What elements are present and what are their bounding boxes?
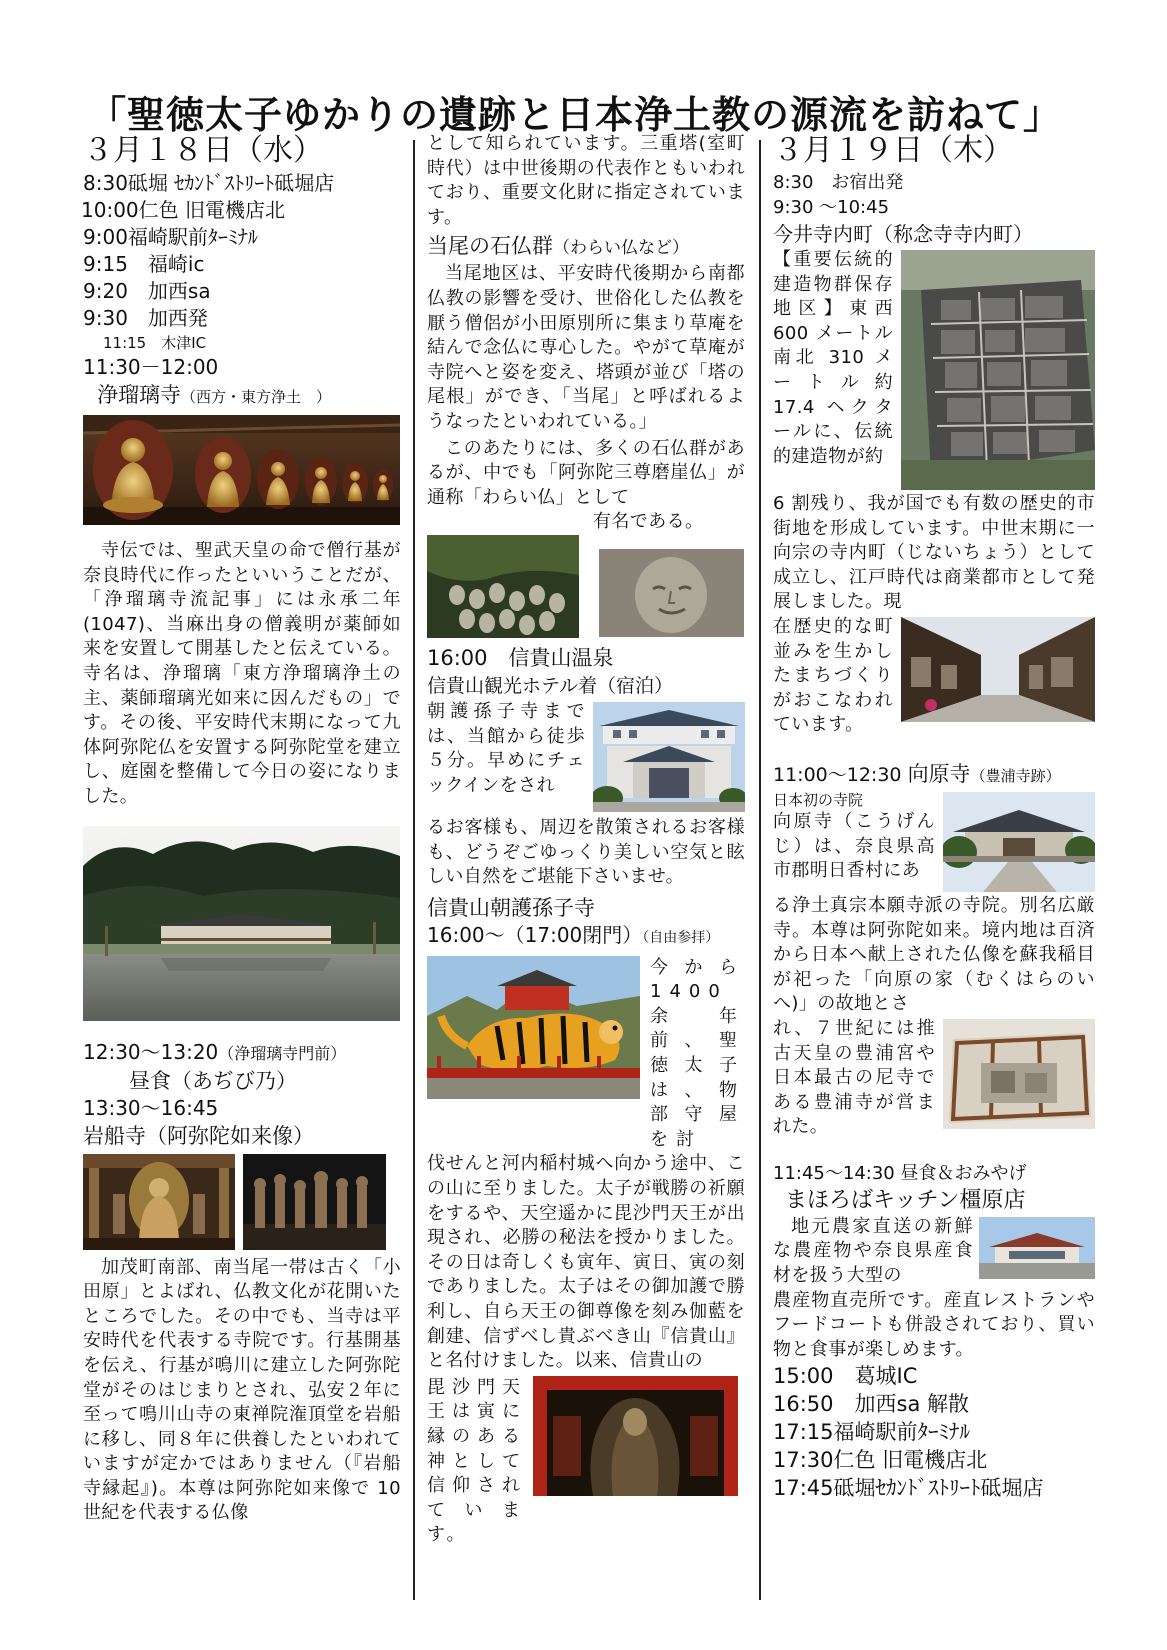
return-item: 17:45砥堀ｾｶﾝﾄﾞｽﾄﾘｰﾄ砥堀店	[773, 1476, 1044, 1501]
tiger-block	[427, 956, 745, 1153]
column-divider-1	[413, 140, 415, 1600]
bishamon-block	[427, 1376, 745, 1548]
iwafune-continued: として知られています。三重塔(室町時代）は中世後期の代表作ともいわれており、重要文化財に指定されています。	[427, 133, 745, 228]
onsen-heading: 16:00 信貴山温泉	[427, 645, 614, 670]
schedule-item: 8:30砥堀 ｾｶﾝﾄﾞｽﾄﾘｰﾄ砥堀店	[83, 171, 335, 195]
joruriji-pond-photo	[83, 826, 400, 1021]
chogosonshiji-time: 16:00～（17:00閉門）	[427, 922, 643, 947]
day2-heading: ３月１９日（木）	[773, 133, 1013, 168]
lunch2-heading: 11:45～14:30 昼食＆おみやげ	[773, 1162, 1027, 1184]
hotel-heading: 信貴山観光ホテル着（宿泊）	[427, 674, 674, 697]
hotel-description-b: るお客様も、周辺を散策されるお客様も、どうぞごゆっくり美しい空気と眩しい自然をご堪能下さいませ。	[427, 816, 745, 888]
lunch-time: 12:30～13:20	[83, 1039, 219, 1064]
chogosonshiji-description-a: 今から1400余年前、聖徳太子は、物部守屋を討	[650, 956, 745, 1150]
imai-street-photo	[901, 617, 1095, 722]
imai-description-c: 在歴史的な町並みを生かしたまちづくりがおこなわれています。	[773, 615, 893, 736]
column-day1-cont	[427, 132, 745, 1548]
tono-name: 当尾の石仏群	[427, 234, 553, 259]
schedule-item: 9:30 加西発	[83, 306, 208, 330]
tono-photos	[427, 535, 745, 638]
schedule-item: 9:15 福崎ic	[83, 252, 205, 276]
tono-description-3: 有名である。	[593, 511, 704, 533]
schedule-item: 10:00仁色 旧電機店北	[81, 198, 285, 222]
iwafune-photos	[83, 1154, 401, 1250]
iwafune-amida-photo	[83, 1154, 235, 1250]
schedule-item: 9:00福崎駅前ﾀｰﾐﾅﾙ	[83, 225, 258, 249]
lunch-place: （浄瑠璃寺門前）	[218, 1043, 347, 1063]
mukougenji-name: 向原寺	[907, 761, 971, 786]
return-item: 15:00 葛城IC	[773, 1364, 918, 1389]
joruri-note: （西方・東方浄土 ）	[181, 388, 332, 406]
mukougenji-note: （豊浦寺跡）	[970, 766, 1061, 785]
schedule-item: 9:30 ～10:45	[773, 197, 890, 218]
buddha-statues-photo	[83, 415, 400, 525]
schedule-item: 9:20 加西sa	[83, 279, 211, 303]
day1-heading: ３月１８日（水）	[83, 133, 323, 168]
imai-description-b: 6 割残り、我が国でも有数の歴史的市街地を形成しています。中世末期に一向宗の寺内町（じないちょう）として成立し、江戸時代は商業都市として発展しました。現	[773, 493, 1095, 613]
kitchen-description-b: 農産物直売所です。産直レストランやフードコートも併設されており、買い物と食事が楽しめます。	[773, 1289, 1095, 1360]
joruri-description: 寺伝では、聖武天皇の命で僧行基が奈良時代に作ったといいうことだが、「浄瑠璃寺流記事」には永承二年(1047)、当麻出身の僧義明が薬師如来を安置して開基したと伝えている。寺名は、浄瑠璃「東方浄瑠璃浄土の主、薬師瑠璃光如来に因んだもの」です。その後、平安時代末期になって九体阿弥陀仏を安置する阿弥陀堂を建立し、庭園を整備して今日の姿になりました。	[83, 540, 401, 807]
imai-heading: 今井寺内町（称念寺寺内町）	[773, 222, 1033, 246]
imai-description-a: 【重要伝統的建造物群保存地区】東西 600 メートル南北 310 メートル約 17.4 ヘクタールに、伝統的建造物が約	[773, 249, 893, 467]
schedule-item: 8:30 お宿出発	[773, 172, 904, 193]
lunch-name: 昼食（あぢび乃）	[129, 1068, 297, 1093]
schedule-item: 11:15 木津IC	[103, 334, 207, 352]
mukougenji-heading	[773, 760, 1095, 790]
mukougenji-time: 11:00～12:30	[773, 763, 902, 786]
warai-butsu-photo	[599, 549, 744, 637]
page-title: 「聖徳太子ゆかりの遺跡と日本浄土教の源流を訪ねて」	[88, 93, 1063, 137]
hotel-photo	[593, 702, 745, 812]
bishamonten-photo	[533, 1376, 738, 1496]
kitchen-name: まほろばキッチン橿原店	[785, 1187, 1026, 1213]
hotel-description-a: 朝護孫子寺までは、当館から徒歩５分。早めにチェックインをされ	[427, 700, 585, 796]
column-day1	[83, 132, 401, 1526]
iwafune-statues-photo	[243, 1154, 386, 1250]
joruri-heading	[83, 381, 401, 411]
iwafune-heading: 岩船寺（阿弥陀如来像）	[83, 1123, 314, 1148]
kitchen-photo	[979, 1217, 1095, 1279]
iwafune-description: 加茂町南部、南当尾一帯は古く「小田原」とよばれ、仏教文化が花開いたところでした。その中でも、当寺は平安時代を代表する寺院です。行基開基を伝え、行基が鳴川に建立した阿弥陀堂がそのはじまりとされ、弘安２年に至って鳴川山寺の東禅院潅頂堂を岩船に移し、同８年に供養したといわれていますが定かではありません（『岩船寺縁起』)。本尊は阿弥陀如来像で 10 世紀を代表する仏像	[83, 1256, 401, 1524]
column-divider-2	[759, 140, 761, 1600]
return-item: 17:30仁色 旧電機店北	[773, 1448, 988, 1473]
joruri-name: 浄瑠璃寺	[97, 383, 181, 407]
tono-description-1: 当尾地区は、平安時代後期から南都仏教の影響を受け、世俗化した仏教を厭う僧侶が小田原別所に集まり草庵を結んで念仏に専心した。やがて草庵が寺院へと姿を変え、塔頭が並び「塔の尾根」ができ、「当尾」と呼ばれるようなったといわれている。」	[427, 263, 745, 432]
mukougenji-photo	[943, 792, 1095, 892]
kitchen-description-a: 地元農家直送の新鮮な農産物や奈良県産食材を扱う大型の	[773, 1215, 973, 1287]
tiger-photo	[427, 956, 640, 1099]
return-item: 16:50 加西sa 解散	[773, 1392, 970, 1417]
mukougenji-description-a: 向原寺（こうげんじ）は、奈良県高市郡明日香村にあ	[773, 810, 935, 882]
tono-description-2: このあたりには、多くの石仏群があるが、中でも「阿弥陀三尊磨崖仏」が通称「わらい仏」として	[427, 437, 745, 508]
mukougenji-subtitle: 日本初の寺院	[773, 790, 864, 809]
tono-note: （わらい仏など）	[553, 238, 689, 259]
mukougenji-description-b: る浄土真宗本願寺派の寺院。別名広厳寺。本尊は阿弥陀如来。境内地は百済から日本へ献上された仏像を蘇我稲目が祀った「向原の家（むくはらのいへ)」の故地とさ	[773, 894, 1095, 1015]
iwafune-time: 13:30～16:45	[83, 1095, 219, 1120]
column-day2	[773, 132, 1095, 1502]
toyura-ruins-photo	[943, 1019, 1095, 1129]
tono-heading	[427, 232, 745, 262]
stone-buddhas-photo	[427, 535, 579, 638]
imai-aerial-photo	[901, 250, 1095, 490]
chogosonshiji-description-b: 伐せんと河内稲村城へ向かう途中、この山に至りました。太子が戦勝の祈願をするや、天空遥かに毘沙門天王が出現され、必勝の秘法を授かりました。その日は奇しくも寅年、寅日、寅の刻でありました。太子はその御加護で勝利し、自ら天王の御尊像を刻み伽藍を創建、信ずべし貴ぶべき山『信貴山』と名付けました。以来、信貴山の	[427, 1153, 745, 1372]
joruri-time: 11:30－12:00	[83, 355, 219, 379]
chogosonshiji-description-c: 毘沙門天王は寅に縁のある神として信仰されています。	[427, 1376, 523, 1546]
chogosonshiji-heading: 信貴山朝護孫子寺	[427, 895, 595, 920]
return-item: 17:15福崎駅前ﾀｰﾐﾅﾙ	[773, 1420, 971, 1445]
chogosonshiji-time-line	[427, 922, 745, 952]
chogosonshiji-note: （自由参拝）	[642, 929, 720, 946]
mukougenji-description-c: れ、７世紀には推古天皇の豊浦宮や日本最古の尼寺である豊浦寺が営まれた。	[773, 1017, 935, 1138]
lunch-time-line	[83, 1039, 401, 1067]
